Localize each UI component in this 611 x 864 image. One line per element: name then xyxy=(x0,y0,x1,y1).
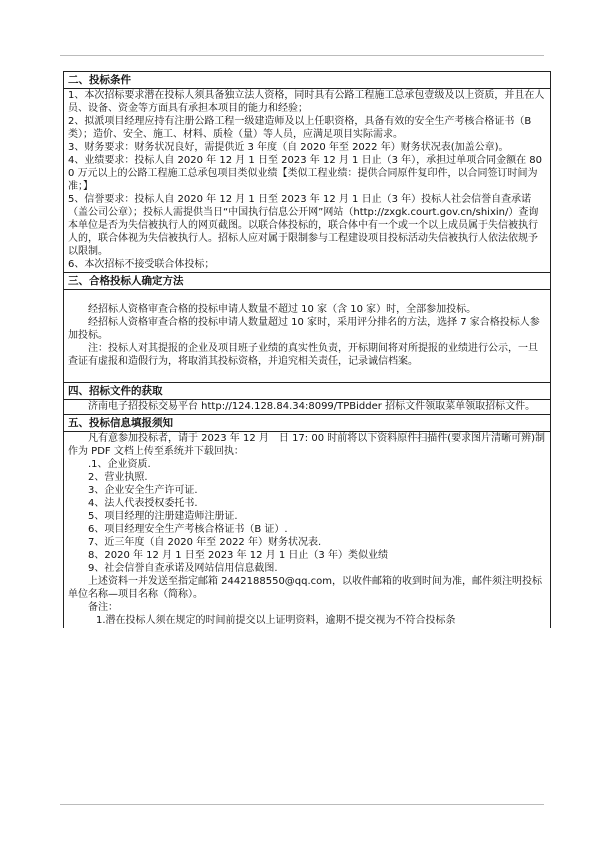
condition-4: 4、业绩要求：投标人自 2020 年 12 月 1 日至 2023 年 12 月 1 日止（3 年），承担过单项合同金额在 800 万元以上的公路工程施工总承包项目类似业绩【类似工程业绩：提供合同原件复印件，以合同签订时间为准；】 xyxy=(68,155,543,192)
platform-text: 济南电子招投标交易平台 http://124.128.84.34:8099/TPBidder 招标文件领取菜单领取招标文件。 xyxy=(88,401,536,412)
condition-2: 2、拟派项目经理应持有注册公路工程一级建造师及以上任职资格，具备有效的安全生产考核合格证书（B 类）；造价、安全、施工、材料、质检（量）等人员，应满足项目实际需求。 xyxy=(68,116,532,140)
section-title: 四、招标文件的获取 xyxy=(64,383,550,400)
condition-6: 6、本次招标不接受联合体投标； xyxy=(68,259,215,270)
bid-info-intro: 凡有意参加投标者，请于 2023 年 12 月 日 17: 00 时前将以下资料原件扫描件(要求图片清晰可辨)制作为 PDF 文档上传至系统并下载回执： xyxy=(68,433,546,457)
section-qualified-bidders xyxy=(64,273,550,383)
list-item: 3、企业安全生产许可证. xyxy=(88,485,198,496)
section-bid-info xyxy=(64,415,550,628)
bottom-rule xyxy=(60,804,544,805)
list-item: 4、法人代表授权委托书. xyxy=(88,498,198,509)
method-note: 注：投标人对其提报的企业及项目班子业绩的真实性负责，开标期间将对所提报的业绩进行公示，一旦查证有虚报和造假行为，将取消其投标资格，并追究相关责任，记录诚信档案。 xyxy=(68,343,538,367)
section-bid-conditions xyxy=(64,72,550,273)
condition-3: 3、财务要求：财务状况良好，需提供近 3 年度（自 2020 年至 2022 年）财务状况表(加盖公章)。 xyxy=(68,142,509,153)
condition-5: 5、信誉要求：投标人自 2020 年 12 月 1 日至 2023 年 12 月 1 日止（3 年）投标人社会信誉自查承诺（盖公司公章）；投标人需提供当日“中国执行信息公开网”网站（http://zxgk.court.gov.cn/shixin/）查询本单位是否为失信被执行人的网页截图。以联合体投标的，联合体中有一个或一个以上成员属于失信被执行人的，联合体视为失信被执行人。招标人应对属于限制参与工程建设项目投标活动失信被执行人依法依规予以限制。 xyxy=(68,194,539,257)
list-item: 5、项目经理的注册建造师注册证. xyxy=(88,511,238,522)
section-title: 三、合格投标人确定方法 xyxy=(64,273,550,290)
list-item: 9、社会信誉自查承诺及网站信用信息截图. xyxy=(88,563,278,574)
list-item: 8、2020 年 12 月 1 日至 2023 年 12 月 1 日止（3 年）类似业绩 xyxy=(88,550,388,561)
list-item: 2、营业执照. xyxy=(88,472,148,483)
document-table xyxy=(63,71,551,628)
list-item: .1、企业资质. xyxy=(88,459,151,470)
method-paragraph-2: 经招标人资格审查合格的投标申请人数量超过 10 家时，采用评分排名的方法，选择 7 家合格投标人参加投标。 xyxy=(68,317,540,341)
list-item: 7、近三年度（自 2020 年至 2022 年）财务状况表. xyxy=(88,537,322,548)
condition-1: 1、本次招标要求潜在投标人须具备独立法人资格，同时具有公路工程施工总承包壹级及以上资质，并且在人员、设备、资金等方面具有承担本项目的能力和经验； xyxy=(68,90,545,114)
list-item: 6、项目经理安全生产考核合格证书（B 证）. xyxy=(88,524,288,535)
top-rule xyxy=(60,55,544,56)
note-label: 备注： xyxy=(88,602,118,613)
submission-email-text: 上述资料一并发送至指定邮箱 2442188550@qq.com，以收件邮箱的收到时间为准，邮件须注明投标单位名称—项目名称（简称）。 xyxy=(68,576,543,600)
method-paragraph-1: 经招标人资格审查合格的投标申请人数量不超过 10 家（含 10 家）时，全部参加投标。 xyxy=(88,304,477,315)
section-title: 五、投标信息填报须知 xyxy=(64,415,550,432)
note-item-1: 1.潜在投标人须在规定的时间前提交以上证明资料，逾期不提交视为不符合投标条 xyxy=(96,615,456,626)
section-title: 二、投标条件 xyxy=(64,72,550,89)
section-tender-documents xyxy=(64,383,550,415)
